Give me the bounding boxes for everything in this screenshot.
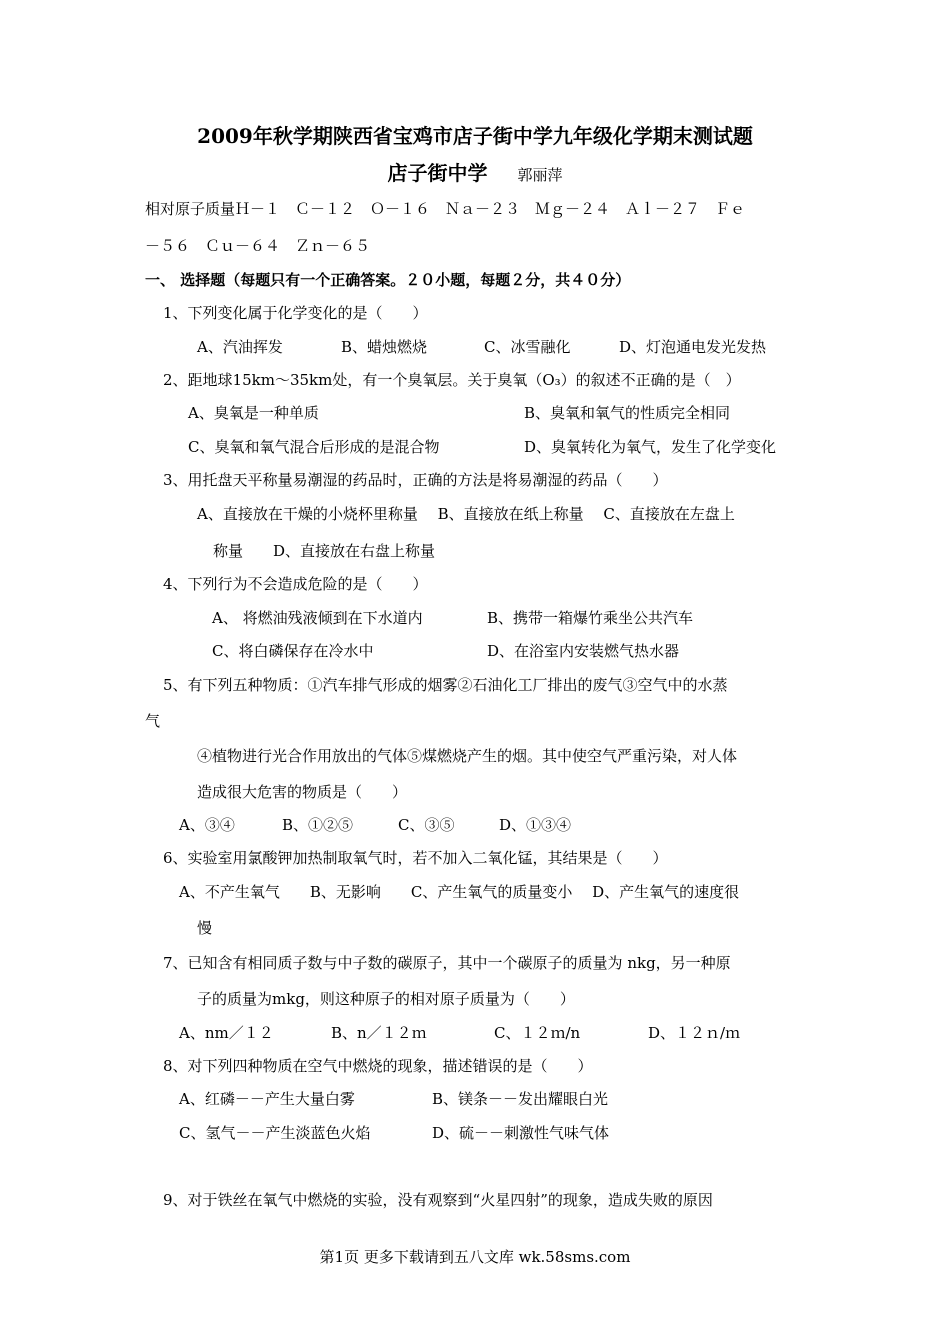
school-author-line — [0, 160, 950, 188]
question-1-option-d: D、灯泡通电发光发热 — [619, 338, 767, 356]
question-8-stem: 8、对下列四种物质在空气中燃烧的现象，描述错误的是（ ） — [163, 1057, 593, 1075]
question-5-option-d: D、①③④ — [499, 816, 572, 834]
page-footer: 第1页 更多下载请到五八文库 wk.58sms.com — [319, 1248, 631, 1266]
question-1-stem: 1、下列变化属于化学变化的是（ ） — [163, 304, 428, 322]
question-4-option-c: C、将白磷保存在冷水中 — [212, 642, 374, 660]
question-2-stem: 2、距地球15km～35km处，有一个臭氧层。关于臭氧（O₃）的叙述不正确的是（ ） — [163, 371, 741, 389]
question-8-option-d: D、硫－－刺激性气味气体 — [432, 1124, 610, 1142]
question-2-option-d: D、臭氧转化为氧气，发生了化学变化 — [524, 438, 777, 456]
question-3-options-line-2: 称量 D、直接放在右盘上称量 — [213, 542, 436, 560]
section-heading: 一、 选择题（每题只有一个正确答案。２０小题，每题２分，共４０分） — [145, 271, 631, 289]
question-1-option-b: B、蜡烛燃烧 — [341, 338, 428, 356]
question-7-option-a: A、nm／１２ — [179, 1024, 274, 1042]
atomic-mass-line-2: －５６ Ｃｕ－６４ Ｚｎ－６５ — [145, 237, 371, 255]
question-6-stem: 6、实验室用氯酸钾加热制取氧气时，若不加入二氧化锰，其结果是（ ） — [163, 849, 668, 867]
question-5-stem-line-1: 5、有下列五种物质：①汽车排气形成的烟雾②石油化工厂排出的废气③空气中的水蒸 — [163, 676, 728, 694]
question-4-option-b: B、携带一箱爆竹乘坐公共汽车 — [487, 609, 694, 627]
atomic-mass-line-1: 相对原子质量Ｈ－１ Ｃ－１２ Ｏ－１６ Ｎａ－２３ Ｍｇ－２４ Ａｌ－２７ Ｆｅ — [145, 200, 746, 218]
question-1-option-a: A、汽油挥发 — [197, 338, 283, 356]
question-7-option-b: B、n／１２ｍ — [331, 1024, 427, 1042]
question-7-stem-line-2: 子的质量为mkg，则这种原子的相对原子质量为（ ） — [197, 990, 575, 1008]
question-9-stem: 9、对于铁丝在氧气中燃烧的实验，没有观察到“火星四射”的现象，造成失败的原因 — [163, 1191, 713, 1209]
author-name: 郭丽萍 — [517, 166, 563, 184]
question-1-option-c: C、冰雪融化 — [484, 338, 571, 356]
question-5-option-b: B、①②⑤ — [282, 816, 354, 834]
question-2-option-a: A、臭氧是一种单质 — [188, 404, 319, 422]
question-6-options-line-2: 慢 — [197, 919, 213, 937]
question-7-option-c: C、１２ｍ/n — [494, 1024, 581, 1042]
question-8-option-c: C、氢气－－产生淡蓝色火焰 — [179, 1124, 371, 1142]
question-3-stem: 3、用托盘天平称量易潮湿的药品时，正确的方法是将易潮湿的药品（ ） — [163, 471, 668, 489]
question-7-stem-line-1: 7、已知含有相同质子数与中子数的碳原子，其中一个碳原子的质量为 nkg，另一种原 — [163, 954, 731, 972]
question-4-option-d: D、在浴室内安装燃气热水器 — [487, 642, 680, 660]
question-4-stem: 4、下列行为不会造成危险的是（ ） — [163, 575, 428, 593]
question-6-options-line-1: A、不产生氧气 B、无影响 C、产生氧气的质量变小 D、产生氧气的速度很 — [179, 883, 740, 901]
question-8-option-b: B、镁条－－发出耀眼白光 — [432, 1090, 609, 1108]
question-5-option-a: A、③④ — [179, 816, 235, 834]
question-4-option-a: A、 将燃油残液倾到在下水道内 — [212, 609, 423, 627]
question-5-stem-line-2: 气 — [145, 712, 161, 730]
question-7-option-d: D、１２ｎ/ｍ — [648, 1024, 741, 1042]
question-5-option-c: C、③⑤ — [398, 816, 455, 834]
question-3-options-line-1: A、直接放在干燥的小烧杯里称量 B、直接放在纸上称量 C、直接放在左盘上 — [197, 505, 735, 523]
question-8-option-a: A、红磷－－产生大量白雾 — [179, 1090, 355, 1108]
question-5-stem-line-3: ④植物进行光合作用放出的气体⑤煤燃烧产生的烟。其中使空气严重污染，对人体 — [197, 747, 738, 765]
question-5-stem-line-4: 造成很大危害的物质是（ ） — [197, 783, 408, 801]
question-2-option-b: B、臭氧和氧气的性质完全相同 — [524, 404, 731, 422]
question-2-option-c: C、臭氧和氧气混合后形成的是混合物 — [188, 438, 440, 456]
exam-title: 2009年秋学期陕西省宝鸡市店子街中学九年级化学期末测试题 — [197, 124, 753, 148]
school-name: 店子街中学 — [387, 161, 488, 185]
